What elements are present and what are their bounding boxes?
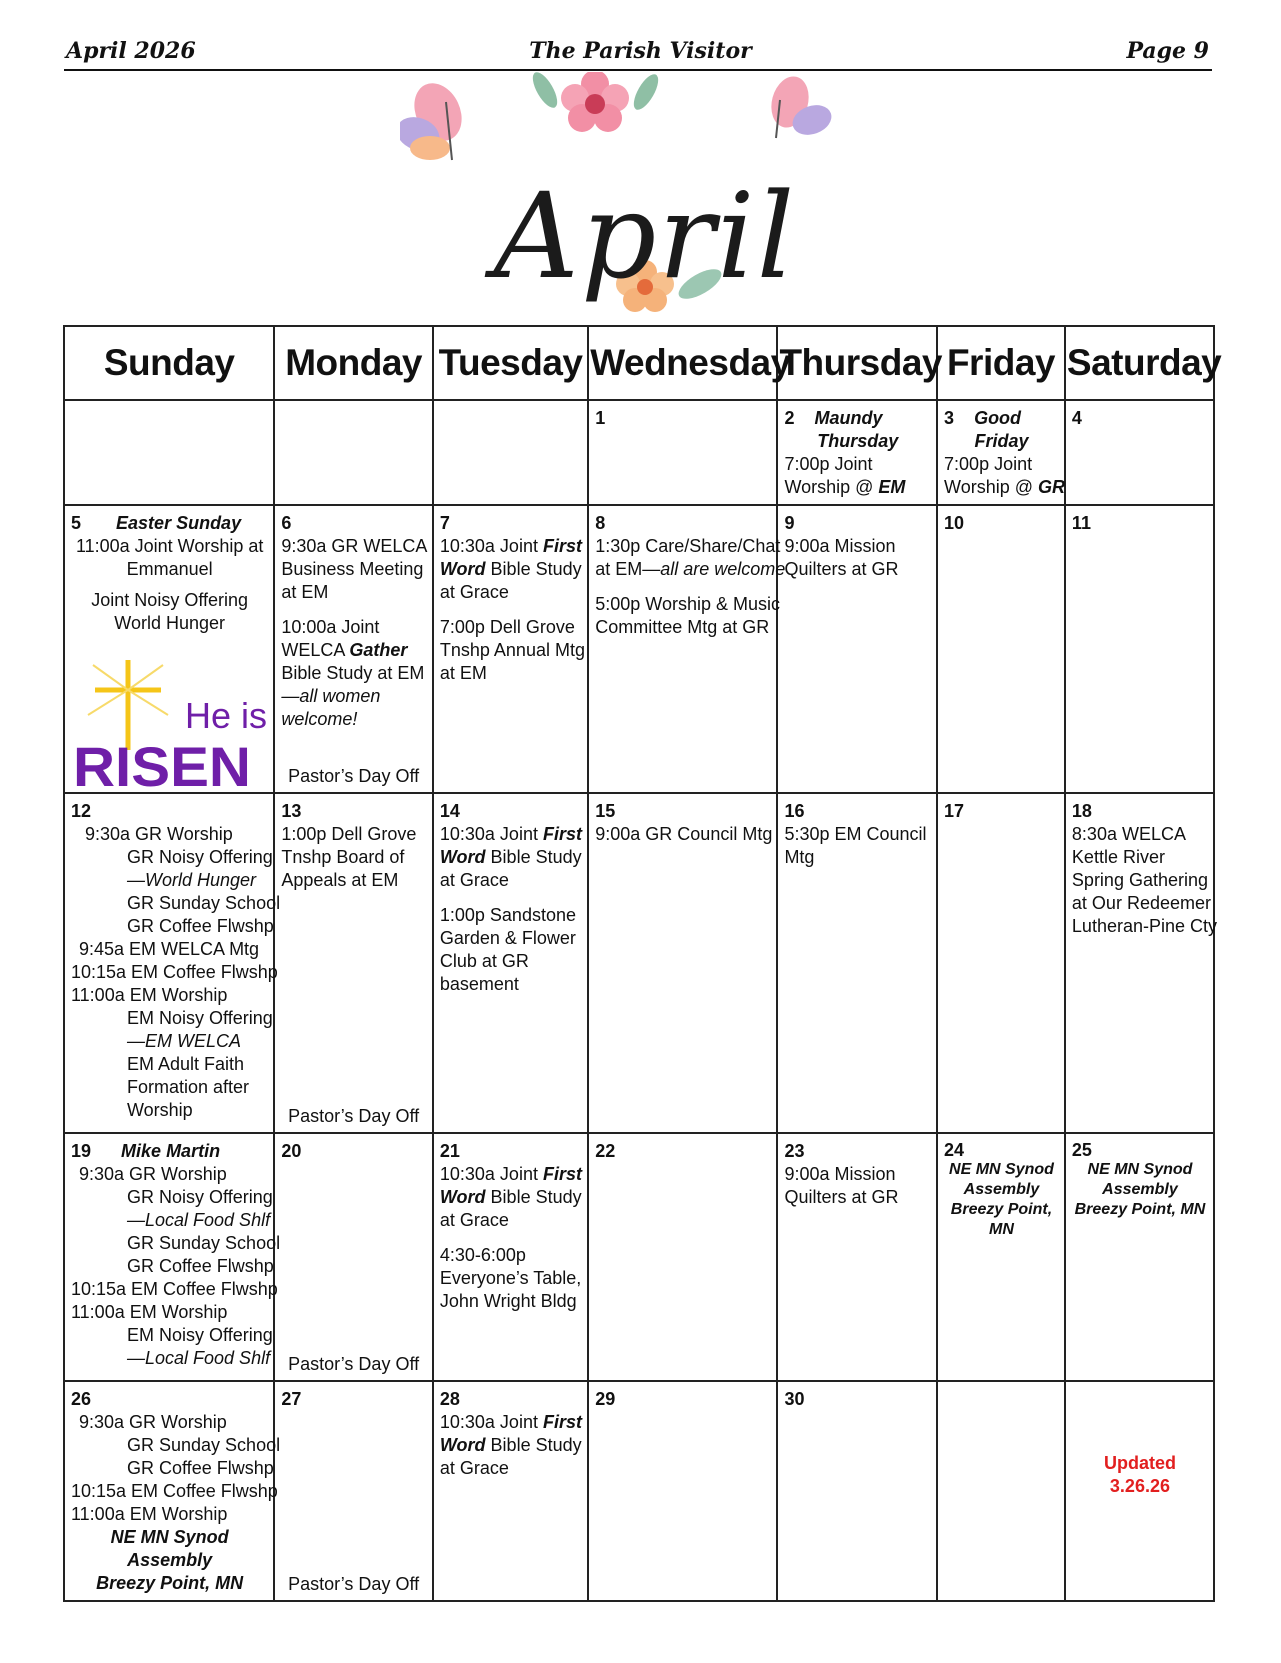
event-emphasis: Word	[439, 846, 486, 867]
butterfly-right-icon	[766, 72, 836, 140]
day-number: 9	[784, 512, 795, 533]
event-line: Emmanuel	[126, 558, 213, 579]
newsletter-title: The Parish Visitor	[529, 38, 752, 64]
day-cell	[274, 793, 433, 1133]
event-line: MN	[989, 1220, 1014, 1238]
event-title: Easter Sunday	[116, 512, 242, 533]
day-number: 30	[784, 1388, 805, 1409]
day-number: 10	[944, 512, 965, 533]
week-row	[64, 1381, 1214, 1602]
event-line: Assembly	[963, 1180, 1040, 1198]
weekday-header-row	[64, 326, 1214, 400]
day-cell	[64, 1133, 281, 1381]
day-number: 12	[71, 800, 92, 821]
event-line: NE MN Synod	[1087, 1160, 1193, 1178]
event-line: GR Noisy Offering	[127, 846, 273, 867]
event-line: 9:00a Mission	[784, 1163, 896, 1184]
day-cell	[937, 505, 1065, 793]
updated-label: Updated	[1103, 1452, 1176, 1473]
weekday-header: Friday	[937, 326, 1065, 400]
event-emphasis: First	[542, 535, 582, 556]
week-row	[64, 505, 1214, 793]
day-number: 1	[595, 408, 606, 428]
event-line: 5:00p Worship & Music	[595, 593, 780, 614]
event-emphasis: Word	[439, 558, 486, 579]
event-line: 10:30a Joint	[439, 1411, 543, 1432]
event-line: at EM	[439, 662, 487, 683]
event-line: 9:30a GR Worship	[79, 1411, 227, 1432]
event-location: EM	[878, 477, 906, 497]
weekday-header: Sunday	[64, 326, 274, 400]
event-line: Lutheran-Pine Cty	[1071, 915, 1218, 936]
event-line: Spring Gathering	[1071, 869, 1209, 890]
day-cell	[1065, 505, 1214, 793]
event-line: 10:30a Joint	[439, 823, 543, 844]
day-number: 11	[1071, 512, 1091, 533]
day-cell	[937, 793, 1065, 1133]
event-line: —Local Food Shlf	[127, 1209, 271, 1230]
event-line: 9:45a EM WELCA Mtg	[79, 938, 260, 959]
event-line: WELCA	[281, 639, 350, 660]
event-line: Quilters at GR	[784, 1186, 899, 1207]
event-emphasis: First	[542, 1411, 582, 1432]
day-number: 26	[71, 1388, 92, 1409]
event-line: Worship @	[784, 477, 879, 497]
event-line: 9:00a Mission	[784, 535, 896, 556]
day-cell	[433, 1133, 588, 1381]
day-number: 18	[1071, 800, 1092, 821]
day-cell	[588, 400, 777, 505]
event-emphasis: Gather	[349, 639, 408, 660]
day-number: 8	[595, 512, 606, 533]
event-line: Mtg	[784, 846, 815, 867]
empty-day-cell	[274, 400, 433, 505]
day-number: 29	[595, 1388, 616, 1409]
event-line: —EM WELCA	[127, 1030, 242, 1051]
event-line: 10:15a EM Coffee Flwshp	[71, 1480, 278, 1501]
event-line: 1:30p Care/Share/Chat	[595, 535, 781, 556]
event-line: GR Sunday School	[127, 1434, 281, 1455]
butterfly-left-icon	[400, 76, 471, 160]
day-number: 7	[439, 512, 450, 533]
day-number: 2	[784, 408, 795, 428]
event-line: Bible Study	[485, 558, 582, 579]
event-line: 7:00p Joint	[944, 454, 1033, 474]
event-line: 11:00a EM Worship	[71, 1503, 228, 1524]
event-emphasis: First	[542, 823, 582, 844]
event-line: NE MN Synod	[949, 1160, 1054, 1178]
event-title: Friday	[974, 431, 1029, 451]
event-line: 10:30a Joint	[439, 1163, 543, 1184]
event-line: Everyone’s Table,	[439, 1267, 582, 1288]
day-cell	[274, 505, 433, 793]
event-line: at Grace	[439, 1457, 509, 1478]
event-line: —all women	[281, 685, 381, 706]
day-cell	[433, 505, 588, 793]
event-line: —Local Food Shlf	[127, 1347, 271, 1368]
pastors-day-off: Pastor’s Day Off	[288, 765, 420, 786]
event-emphasis: Word	[439, 1186, 486, 1207]
pastors-day-off: Pastor’s Day Off	[288, 1105, 420, 1126]
pastors-day-off: Pastor’s Day Off	[288, 1353, 420, 1374]
event-line: EM Adult Faith	[127, 1053, 245, 1074]
event-line: GR Coffee Flwshp	[127, 1457, 274, 1478]
day-cell	[433, 793, 588, 1133]
event-line: 9:30a GR WELCA	[281, 535, 428, 556]
event-line: Bible Study	[485, 846, 582, 867]
event-location: GR	[1038, 477, 1065, 497]
day-number: 14	[439, 800, 460, 821]
day-cell	[777, 1133, 937, 1381]
event-line: 5:30p EM Council	[784, 823, 927, 844]
event-line: 10:15a EM Coffee Flwshp	[71, 961, 278, 982]
day-number: 23	[784, 1140, 805, 1161]
event-line: 11:00a EM Worship	[71, 984, 228, 1005]
empty-day-cell	[433, 400, 588, 505]
day-cell	[777, 505, 937, 793]
event-line: 1:00p Sandstone	[439, 904, 576, 925]
event-line: Formation after	[127, 1076, 250, 1097]
event-line: —World Hunger	[127, 869, 257, 890]
event-line: 7:00p Dell Grove	[439, 616, 575, 637]
weekday-header: Thursday	[777, 326, 937, 400]
event-line: Bible Study at EM	[281, 662, 425, 683]
weekday-header: Tuesday	[433, 326, 588, 400]
weekday-header: Saturday	[1065, 326, 1214, 400]
event-line: 1:00p Dell Grove	[281, 823, 417, 844]
he-is-text: He is	[185, 694, 268, 736]
day-cell	[64, 505, 274, 793]
day-number: 16	[784, 800, 805, 821]
event-line: NE MN Synod	[110, 1526, 229, 1547]
updated-date: 3.26.26	[1109, 1475, 1170, 1496]
risen-text: RISEN	[73, 734, 251, 790]
day-cell	[777, 1381, 937, 1602]
event-line: Bible Study	[485, 1186, 582, 1207]
event-emphasis: First	[542, 1163, 582, 1184]
event-line: 7:00p Joint	[784, 454, 873, 474]
event-title: Good	[974, 408, 1022, 428]
day-cell	[588, 1381, 777, 1602]
flower-top-icon	[528, 72, 663, 132]
event-title: Mike Martin	[121, 1140, 221, 1161]
week-row	[64, 400, 1214, 505]
event-line: Breezy Point, MN	[1074, 1200, 1206, 1218]
day-cell	[937, 400, 1065, 505]
event-line: 10:15a EM Coffee Flwshp	[71, 1278, 278, 1299]
event-line: Tnshp Annual Mtg	[439, 639, 585, 660]
event-line: 11:00a EM Worship	[71, 1301, 228, 1322]
event-line: 4:30-6:00p	[439, 1244, 526, 1265]
month-banner	[400, 72, 890, 322]
day-cell	[588, 793, 777, 1133]
day-number: 22	[595, 1140, 616, 1161]
event-line: Breezy Point, MN	[96, 1572, 244, 1593]
event-line: 10:30a Joint	[439, 535, 543, 556]
empty-day-cell	[64, 400, 274, 505]
event-line: Kettle River	[1071, 846, 1165, 867]
event-line: Assembly	[1102, 1180, 1178, 1198]
day-cell	[1065, 400, 1214, 505]
event-line: Appeals at EM	[281, 869, 399, 890]
event-line: GR Sunday School	[127, 892, 281, 913]
event-line: Quilters at GR	[784, 558, 899, 579]
event-line: welcome!	[281, 708, 358, 729]
event-line: 11:00a Joint Worship at	[75, 535, 264, 556]
event-title: Thursday	[817, 431, 899, 451]
day-cell	[274, 1133, 433, 1381]
event-line: at EM—	[595, 558, 661, 579]
event-line: World Hunger	[114, 612, 226, 633]
day-number: 25	[1071, 1139, 1092, 1160]
event-line: GR Sunday School	[127, 1232, 281, 1253]
event-title: Maundy	[814, 408, 883, 428]
day-cell	[588, 1133, 777, 1381]
day-cell	[1065, 1381, 1214, 1602]
event-line: GR Coffee Flwshp	[127, 1255, 274, 1276]
day-cell	[1065, 793, 1218, 1133]
calendar-grid	[63, 325, 1222, 1602]
event-emphasis: all are welcome	[660, 558, 786, 579]
event-line: Club at GR	[439, 950, 529, 971]
event-line: Worship	[127, 1099, 193, 1120]
day-number: 28	[439, 1388, 460, 1409]
event-line: 9:30a GR Worship	[79, 1163, 227, 1184]
week-row	[64, 793, 1214, 1133]
event-line: at EM	[281, 581, 329, 602]
event-line: at Our Redeemer	[1071, 892, 1211, 913]
event-line: 10:00a Joint	[281, 616, 380, 637]
he-is-risen-image	[73, 660, 273, 790]
day-number: 4	[1071, 408, 1082, 428]
newsletter-date: April 2026	[66, 38, 196, 64]
pastors-day-off: Pastor’s Day Off	[288, 1574, 420, 1594]
day-number: 24	[944, 1139, 965, 1160]
day-cell	[433, 1381, 588, 1602]
header-divider	[64, 69, 1212, 71]
day-cell	[274, 1381, 433, 1602]
day-number: 13	[281, 800, 302, 821]
event-line: Joint Noisy Offering	[91, 589, 249, 610]
event-line: Business Meeting	[281, 558, 424, 579]
event-line: Committee Mtg at GR	[595, 616, 770, 637]
weekday-header: Wednesday	[588, 326, 777, 400]
day-number: 27	[281, 1388, 302, 1409]
day-cell	[588, 505, 786, 793]
day-number: 5	[71, 512, 82, 533]
day-cell	[64, 793, 281, 1133]
empty-day-cell	[937, 1381, 1065, 1602]
day-cell	[1065, 1133, 1214, 1381]
event-line: at Grace	[439, 581, 509, 602]
event-line: Worship @	[944, 477, 1038, 497]
weekday-header: Monday	[274, 326, 433, 400]
event-line: Breezy Point,	[950, 1200, 1053, 1218]
day-number: 6	[281, 512, 292, 533]
event-line: EM Noisy Offering	[127, 1324, 273, 1345]
updated-note	[1072, 1452, 1208, 1498]
day-number: 3	[944, 408, 955, 428]
day-cell	[64, 1381, 281, 1602]
event-line: EM Noisy Offering	[127, 1007, 273, 1028]
event-line: Bible Study	[485, 1434, 582, 1455]
page-number: Page 9	[1126, 38, 1209, 64]
day-number: 20	[281, 1140, 302, 1161]
event-line: Garden & Flower	[439, 927, 576, 948]
event-line: basement	[439, 973, 519, 994]
event-line: GR Noisy Offering	[127, 1186, 273, 1207]
event-line: 8:30a WELCA	[1071, 823, 1186, 844]
event-line: Assembly	[127, 1549, 213, 1570]
month-banner-title: April	[493, 167, 797, 305]
event-line: 9:00a GR Council Mtg	[595, 823, 773, 844]
week-row	[64, 1133, 1214, 1381]
day-number: 17	[944, 800, 965, 821]
event-line: GR Coffee Flwshp	[127, 915, 274, 936]
day-cell	[777, 793, 937, 1133]
day-cell	[777, 400, 937, 505]
event-line: at Grace	[439, 869, 509, 890]
event-line: 9:30a GR Worship	[85, 823, 233, 844]
day-number: 19	[71, 1140, 92, 1161]
day-number: 21	[439, 1140, 460, 1161]
day-cell	[937, 1133, 1065, 1381]
event-line: at Grace	[439, 1209, 509, 1230]
day-number: 15	[595, 800, 616, 821]
event-line: Tnshp Board of	[281, 846, 405, 867]
event-line: John Wright Bldg	[439, 1290, 577, 1311]
event-emphasis: Word	[439, 1434, 486, 1455]
